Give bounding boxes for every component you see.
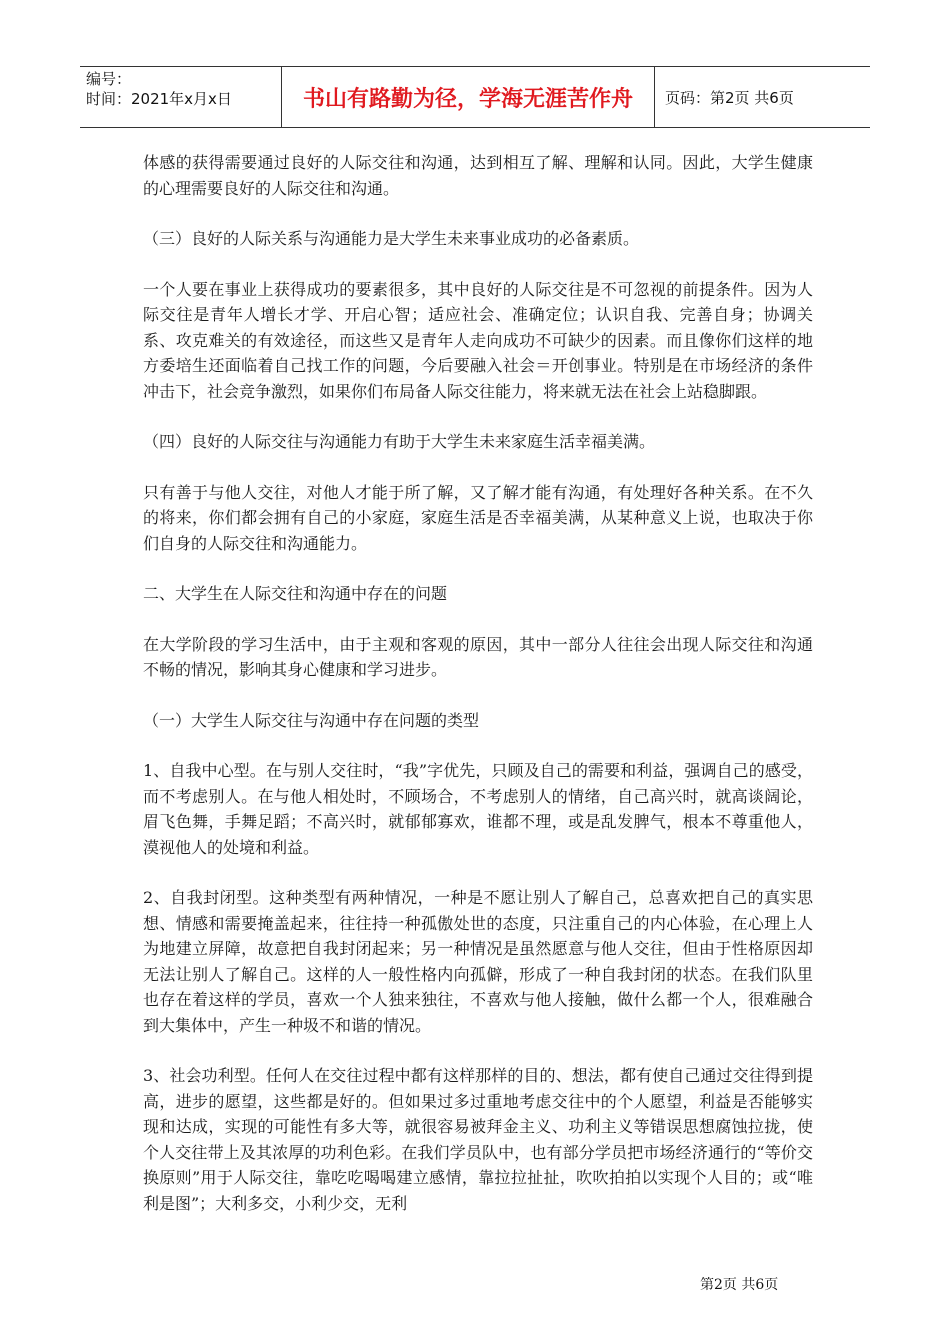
section-heading: （三）良好的人际关系与沟通能力是大学生未来事业成功的必备素质。: [143, 229, 640, 248]
page-footer: 第2页 共6页: [700, 1277, 779, 1293]
header-meta: [80, 67, 282, 127]
section-heading: （四）良好的人际交往与沟通能力有助于大学生未来家庭生活幸福美满。: [143, 432, 656, 451]
section-heading: （一）大学生人际交往与沟通中存在问题的类型: [143, 710, 480, 730]
header-motto: 书山有路勤为径，学海无涯苦作舟: [282, 67, 655, 127]
chapter-heading: 二、大学生在人际交往和沟通中存在的问题: [143, 584, 448, 603]
paragraph: 体感的获得需要通过良好的人际交往和沟通，达到相互了解、理解和认同。因此，大学生健康的心理需要良好的人际交往和沟通。: [143, 153, 813, 198]
paragraph: 在大学阶段的学习生活中，由于主观和客观的原因，其中一部分人往往会出现人际交往和沟通不畅的情况，影响其身心健康和学习进步。: [143, 634, 813, 679]
date-label: 时间：2021年x月x日: [86, 90, 232, 108]
doc-number-label: 编号：: [86, 70, 132, 88]
paragraph: 3、社会功利型。任何人在交往过程中都有这样那样的目的、想法，都有使自己通过交往得到提高，进步的愿望，这些都是好的。但如果过多过重地考虑交往中的个人愿望，利益是否能够实现和达成，实现的可能性有多大等，就很容易被拜金主义、功利主义等错误思想腐蚀拉拢，使个人交往带上及其浓厚的功利色彩。在我们学员队中，也有部分学员把市场经济通行的“等价交换原则”用于人际交往，靠吃吃喝喝建立感情，靠拉拉扯扯，吹吹拍拍以实现个人目的；或“唯利是图”；大利多交，小利少交，无利: [143, 1066, 813, 1213]
paragraph: 1、自我中心型。在与别人交往时，“我”字优先，只顾及自己的需要和利益，强调自己的感受，而不考虑别人。在与他人相处时，不顾场合，不考虑别人的情绪，自己高兴时，就高谈阔论，眉飞色舞，手舞足蹈；不高兴时，就郁郁寡欢，谁都不理，或是乱发脾气，根本不尊重他人，漠视他人的处境和利益。: [143, 761, 813, 857]
paragraph: 2、自我封闭型。这种类型有两种情况，一种是不愿让别人了解自己，总喜欢把自己的真实思想、情感和需要掩盖起来，往往持一种孤傲处世的态度，只注重自己的内心体验，在心理上人为地建立屏障，故意把自我封闭起来；另一种情况是虽然愿意与他人交往，但由于性格原因却无法让别人了解自己。这样的人一般性格内向孤僻，形成了一种自我封闭的状态。在我们队里也存在着这样的学员，喜欢一个人独来独往，不喜欢与他人接触，做什么都一个人，很难融合到大集体中，产生一种圾不和谐的情况。: [143, 888, 813, 1035]
page-header: [80, 66, 870, 128]
paragraph: 只有善于与他人交往，对他人才能于所了解，又了解才能有沟通，有处理好各种关系。在不久的将来，你们都会拥有自己的小家庭，家庭生活是否幸福美满，从某种意义上说，也取决于你们自身的人际交往和沟通能力。: [143, 482, 813, 553]
header-page-number: 页码：第2页 共6页: [665, 88, 794, 107]
paragraph: 一个人要在事业上获得成功的要素很多，其中良好的人际交往是不可忽视的前提条件。因为人际交往是青年人增长才学、开启心智；适应社会、准确定位；认识自我、完善自身；协调关系、攻克难关的有效途径，而这些又是青年人走向成功不可缺少的因素。而且像你们这样的地方委培生还面临着自己找工作的问题，今后要融入社会＝开创事业。特别是在市场经济的条件冲击下，社会竞争激烈，如果你们布局备人际交往能力，将来就无法在社会上站稳脚跟。: [143, 279, 813, 401]
document-body: [143, 150, 813, 1241]
